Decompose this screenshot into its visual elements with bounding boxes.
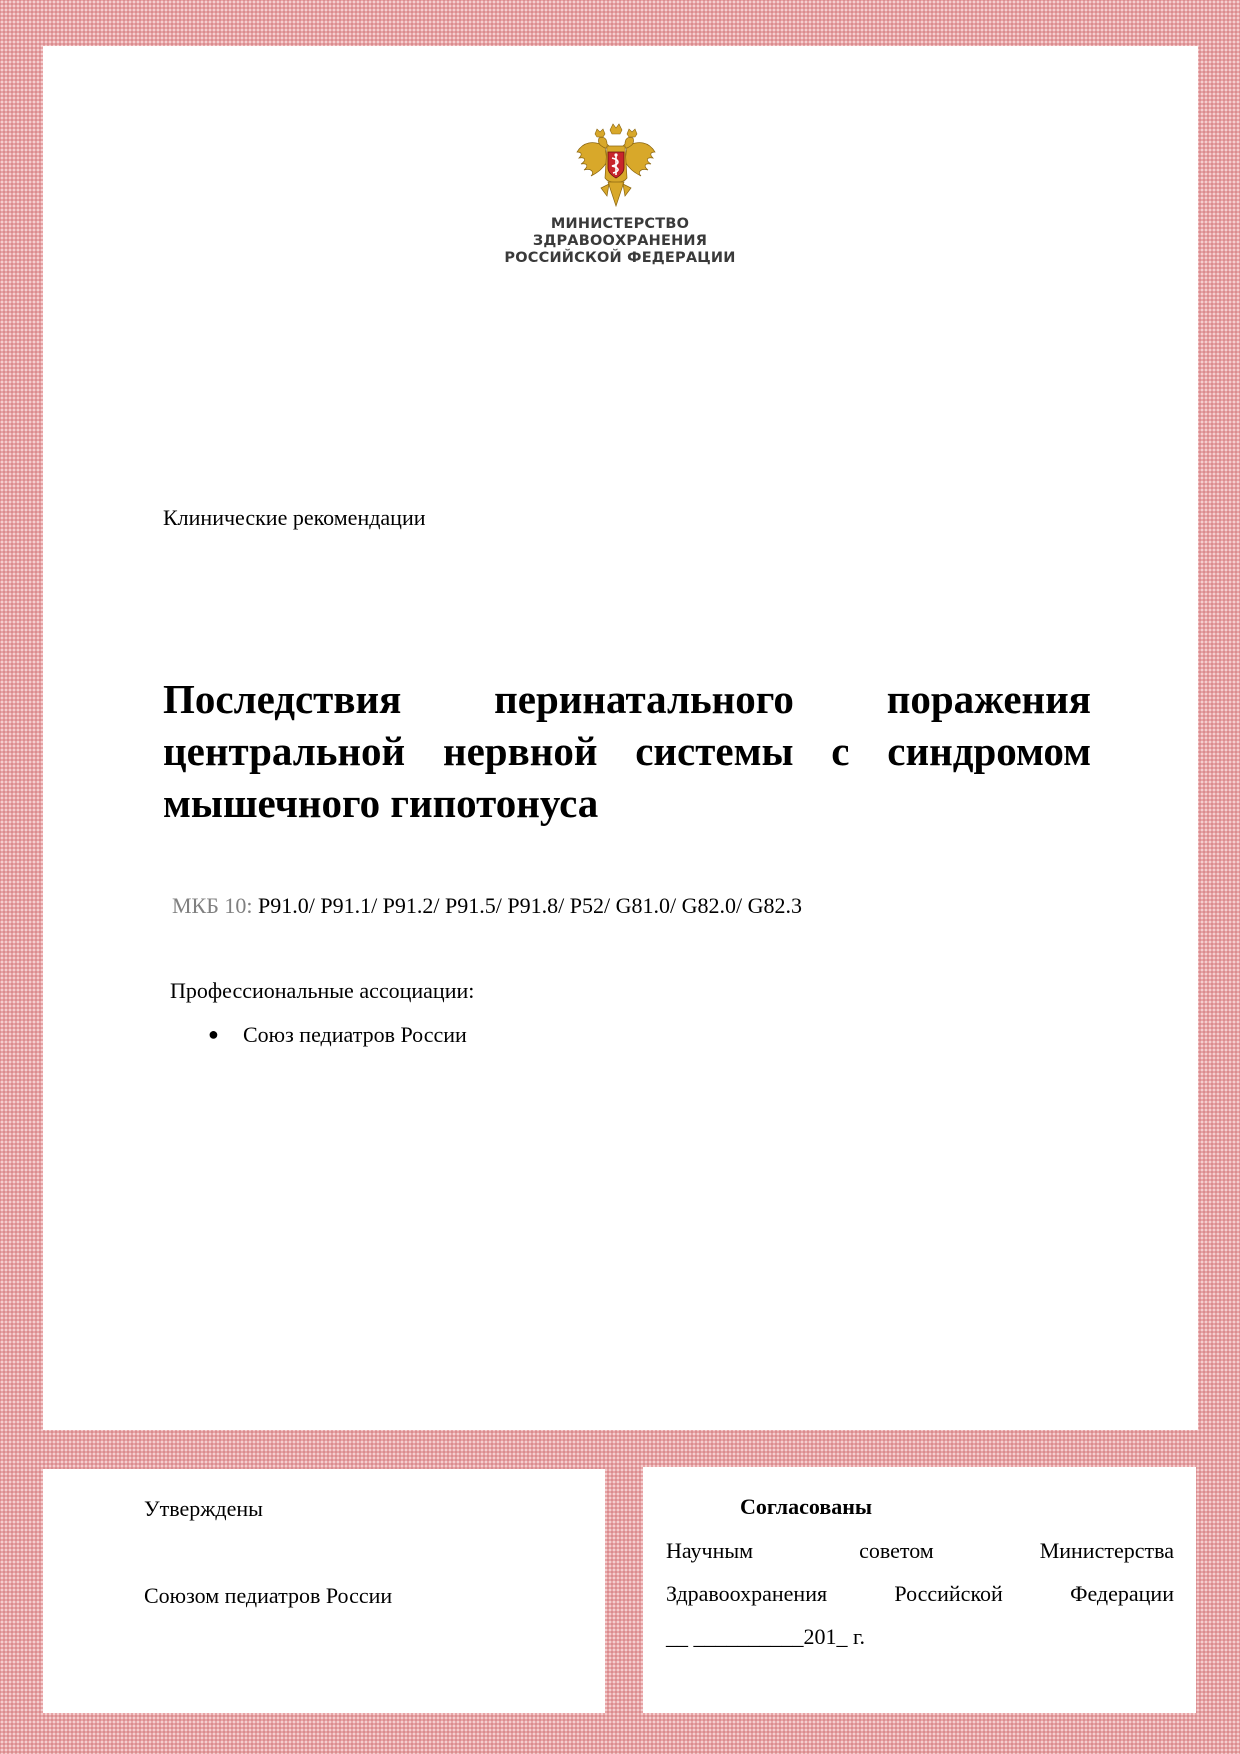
approved-title: Утверждены — [144, 1496, 263, 1521]
association-name: Союз педиатров России — [243, 1022, 467, 1047]
agreed-title: Согласованы — [740, 1494, 873, 1519]
agreed-body-line1 — [666, 1538, 1174, 1564]
icd-label: МКБ 10: — [172, 893, 253, 918]
double-headed-eagle-emblem-icon — [575, 122, 657, 212]
association-list-item — [208, 1022, 467, 1048]
icd-codes: Р91.0/ Р91.1/ Р91.2/ Р91.5/ Р91.8/ Р52/ G81.0/ G82.0/ G82.3 — [252, 893, 802, 918]
agreed-word: Здравоохранения — [666, 1581, 828, 1606]
document-title: Последствия перинатального поражения центральной нервной системы с синдромом мышечного гипотонуса — [163, 676, 1091, 826]
ministry-line3: РОССИЙСКОЙ ФЕДЕРАЦИИ — [504, 250, 736, 266]
agreed-word: Федерации — [1070, 1581, 1174, 1606]
associations-label: Профессиональные ассоциации: — [170, 978, 475, 1003]
agreed-word: советом — [859, 1538, 934, 1563]
ministry-title — [470, 216, 770, 267]
agreed-word: Министерства — [1039, 1538, 1174, 1563]
agreed-word: Российской — [894, 1581, 1003, 1606]
agreed-date: __ __________201_ г. — [666, 1624, 866, 1649]
bullet-icon: ● — [208, 1024, 219, 1044]
document-type: Клинические рекомендации — [163, 505, 426, 530]
agreed-word: Научным — [666, 1538, 754, 1563]
approved-by: Союзом педиатров России — [144, 1583, 393, 1608]
ministry-line2: ЗДРАВООХРАНЕНИЯ — [532, 233, 708, 249]
icd-codes-line — [172, 893, 802, 919]
agreed-body-line2 — [666, 1581, 1174, 1607]
ministry-line1: МИНИСТЕРСТВО — [550, 216, 690, 232]
